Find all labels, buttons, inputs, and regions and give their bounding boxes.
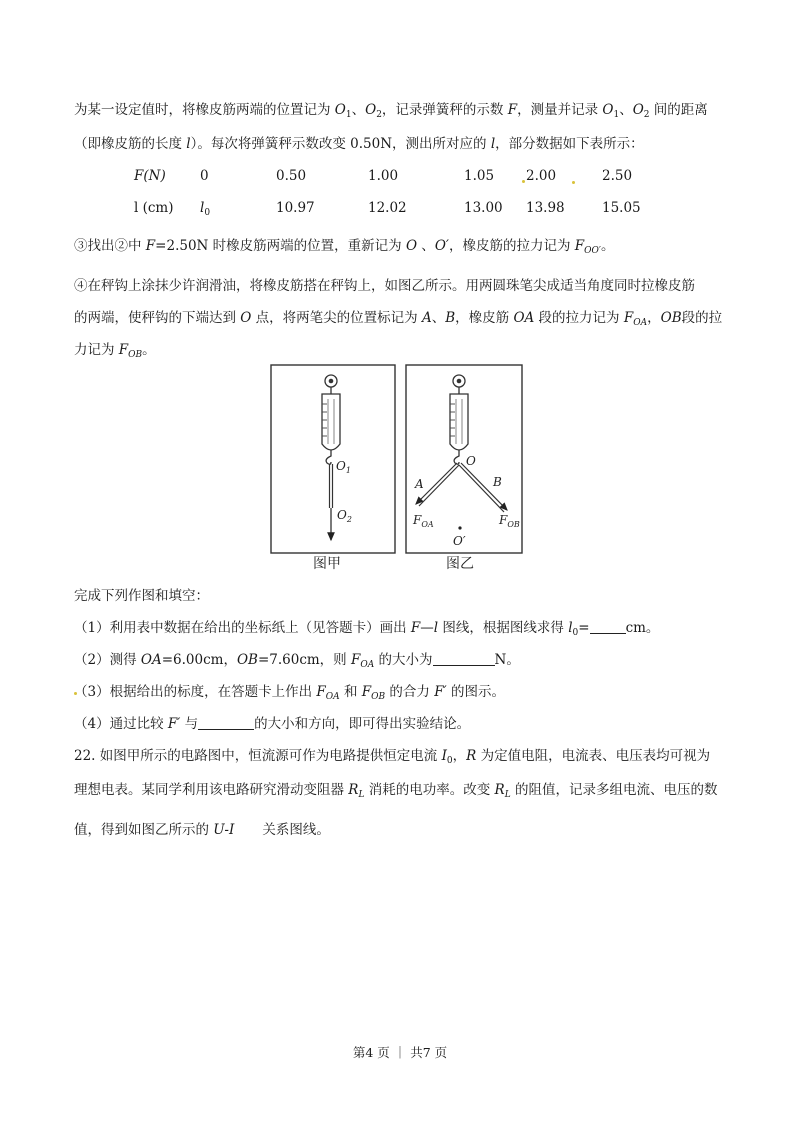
- table-cell: 1.00: [368, 168, 399, 184]
- page-footer: 第4 页 ｜ 共7 页: [352, 1045, 448, 1060]
- answer-blank-foa[interactable]: [433, 651, 495, 666]
- step-3: ③找出②中 F=2.50N 时橡皮筋两端的位置，重新记为 O 、O′，橡皮筋的拉力记为 $F_{OO'}$。: [74, 238, 615, 256]
- foa-label: $F_{OA}$: [413, 513, 434, 529]
- question-4: （4）通过比较 F′ 与 的大小和方向，即可得出实验结论。: [74, 716, 471, 732]
- instructions: 完成下列作图和填空：: [74, 588, 209, 604]
- table-cell: 0.50: [276, 168, 307, 184]
- panel-jia: [271, 365, 395, 553]
- question-2: （2）测得 OA=6.00cm，OB=7.60cm，则 $F_{OA}$ 的大小为 N。: [74, 652, 520, 670]
- table-header-l: l (cm): [134, 200, 174, 216]
- table-cell: 13.98: [526, 200, 565, 216]
- table-cell: 0: [200, 168, 209, 184]
- question-22-line-1: 22. 如图甲所示的电路图中，恒流源可作为电路提供恒定电流 $I_0$，R 为定值电阻，电流表、电压表均可视为: [74, 748, 711, 766]
- table-cell: 13.00: [464, 200, 503, 216]
- o1-label: $O_1$: [336, 459, 351, 475]
- table-cell-l0: $l_0$: [200, 200, 211, 218]
- question-1: （1）利用表中数据在给出的坐标纸上（见答题卡）画出 F—l 图线，根据图线求得 $l_0=$ cm。: [74, 620, 660, 638]
- answer-blank-l0[interactable]: [590, 619, 626, 634]
- table-header-f: F(N): [134, 168, 166, 184]
- panel-yi: [406, 365, 522, 553]
- panel-jia-frame: [271, 365, 395, 553]
- o-label: O: [466, 454, 476, 468]
- step-4-line-3: 力记为 $F_{OB}$。: [74, 342, 156, 360]
- answer-blank-compare[interactable]: [198, 715, 254, 730]
- figure-caption-jia: 图甲: [313, 556, 341, 572]
- table-cell: 12.02: [368, 200, 407, 216]
- table-cell: 10.97: [276, 200, 315, 216]
- question-3: （3）根据给出的标度，在答题卡上作出 $F_{OA}$ 和 $F_{OB}$ 的合力 F′ 的图示。: [74, 684, 505, 702]
- intro-line-2: （即橡皮筋的长度 l）。每次将弹簧秤示数改变 0.50N，测出所对应的 l，部分数据如下表所示：: [74, 136, 644, 152]
- b-label: B: [493, 475, 502, 489]
- o2-label: $O_2$: [337, 508, 352, 524]
- step-4-line-2: 的两端，使秤钩的下端达到 O 点，将两笔尖的位置标记为 A、B，橡皮筋 OA 段的拉力记为 $F_{OA}$，OB段的拉: [74, 310, 723, 328]
- oprime-dot: [458, 526, 461, 529]
- table-cell: 1.05: [464, 168, 495, 184]
- a-label: A: [415, 477, 424, 491]
- scan-speck: [522, 180, 525, 183]
- intro-line-1: 为某一设定值时，将橡皮筋两端的位置记为 $O_1$、$O_2$，记录弹簧秤的示数 F，测量并记录 $O_1$、$O_2$ 间的距离: [74, 102, 708, 120]
- question-22-line-3: 值，得到如图乙所示的 U-I 关系图线。: [74, 822, 330, 838]
- figure-svg: [270, 364, 524, 574]
- question-22-line-2: 理想电表。某同学利用该电路研究滑动变阻器 $R_L$ 消耗的电功率。改变 $R_L$ 的阻值，记录多组电流、电压的数: [74, 782, 718, 800]
- fob-label: $F_{OB}$: [499, 513, 520, 529]
- table-cell: 15.05: [602, 200, 641, 216]
- figure-caption-yi: 图乙: [446, 556, 474, 572]
- table-cell: 2.50: [602, 168, 633, 184]
- experiment-figure: [270, 364, 524, 574]
- table-cell: 2.00: [526, 168, 557, 184]
- scan-speck: [572, 181, 575, 184]
- step-4-line-1: ④在秤钩上涂抹少许润滑油，将橡皮筋搭在秤钩上，如图乙所示。用两圆珠笔尖成适当角度同时拉橡皮筋: [74, 278, 695, 294]
- oprime-label: O′: [453, 534, 466, 548]
